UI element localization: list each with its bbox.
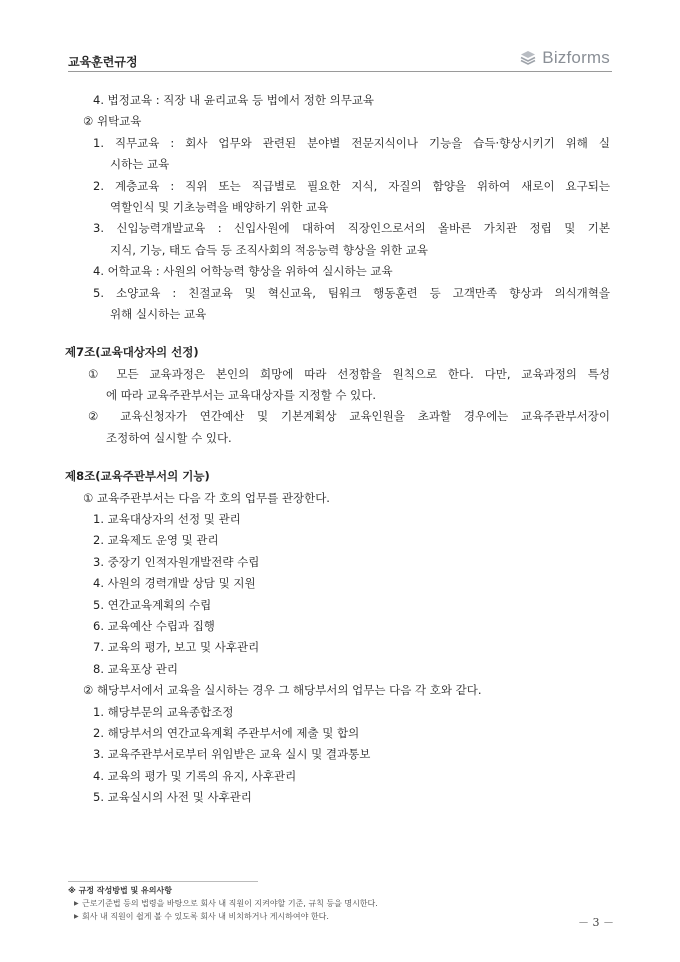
article-8-title: 제8조(교육주관부서의 기능) (65, 469, 210, 484)
brand-name: Bizforms (542, 48, 610, 67)
footer-divider (68, 881, 258, 882)
document-title: 교육훈련규정 (68, 55, 138, 69)
clause-paragraph: ② 해당부서에서 교육을 실시하는 경우 그 해당부서의 업무는 다음 각 호와 같다. (83, 683, 482, 698)
article-7-title: 제7조(교육대상자의 선정) (65, 345, 199, 360)
document-body (0, 90, 680, 809)
list-item: 2. 교육제도 운영 및 관리 (93, 533, 219, 548)
list-item: 1. 해당부문의 교육종합조정 (93, 704, 234, 719)
list-item: 5. 연간교육계획의 수립 (93, 597, 212, 612)
footer-note (68, 897, 612, 910)
list-item: 6. 교육예산 수립과 집행 (93, 618, 215, 633)
header-divider (68, 71, 612, 72)
list-item-continuation: 위해 실시하는 교육 (110, 306, 207, 321)
page-header (68, 44, 612, 72)
list-item-continuation: 지식, 기능, 태도 습득 등 조직사회의 적응능력 향상을 위한 교육 (110, 242, 428, 257)
triangle-bullet-icon: ▶ (74, 913, 79, 920)
list-item: 4. 어학교육 : 사원의 어학능력 향상을 위하여 실시하는 교육 (93, 264, 393, 279)
clause-heading: ② 위탁교육 (83, 114, 142, 129)
list-item: 7. 교육의 평가, 보고 및 사후관리 (93, 640, 260, 655)
list-item: 4. 사원의 경력개발 상담 및 지원 (93, 576, 256, 591)
page-number: － 3 － (578, 916, 614, 929)
list-item-continuation: 역할인식 및 기초능력을 배양하기 위한 교육 (110, 199, 329, 214)
clause-continuation: 조정하여 실시할 수 있다. (106, 430, 232, 445)
footer-notes (68, 885, 612, 923)
list-item: 2. 계층교육 : 직위 또는 직급별로 필요한 지식, 자질의 함양을 위하여 새로이 요구되는 (93, 178, 610, 193)
footer-note-text: 회사 내 직원이 쉽게 볼 수 있도록 회사 내 비치하거나 게시하여야 한다. (82, 912, 329, 921)
list-item: 1. 직무교육 : 회사 업무와 관련된 분야별 전문지식이나 기능을 습득·향상시키기 위해 실 (93, 135, 610, 150)
list-item: 5. 교육실시의 사전 및 사후관리 (93, 790, 252, 805)
footer-note (68, 910, 612, 923)
clause-paragraph: ① 교육주관부서는 다음 각 호의 업무를 관장한다. (83, 490, 330, 505)
list-item: 3. 중장기 인적자원개발전략 수립 (93, 554, 260, 569)
list-item: 5. 소양교육 : 친절교육 및 혁신교육, 팀워크 행동훈련 등 고객만족 향상과 의식개혁을 (93, 285, 610, 300)
triangle-bullet-icon: ▶ (74, 900, 79, 907)
footer-note-text: 근로기준법 등의 법령을 바탕으로 회사 내 직원이 지켜야할 기준, 규칙 등을 명시한다. (82, 899, 378, 908)
list-item: 8. 교육포상 관리 (93, 661, 178, 676)
list-item: 1. 교육대상자의 선정 및 관리 (93, 512, 241, 527)
list-item: 2. 해당부서의 연간교육계획 주관부서에 제출 및 합의 (93, 725, 360, 740)
list-item: 4. 법정교육 : 직장 내 윤리교육 등 법에서 정한 의무교육 (93, 93, 375, 107)
footer-title: ※ 규정 작성방법 및 유의사항 (68, 886, 172, 895)
list-item-continuation: 시하는 교육 (110, 157, 170, 172)
bizforms-logo-icon (519, 49, 537, 67)
clause-continuation: 에 따라 교육주관부서는 교육대상자를 지정할 수 있다. (106, 388, 376, 403)
list-item: 3. 교육주관부서로부터 위임받은 교육 실시 및 결과통보 (93, 747, 371, 762)
clause-paragraph: ① 모든 교육과정은 본인의 희망에 따라 선정함을 원칙으로 한다. 다만, 교육과정의 특성 (88, 366, 610, 381)
brand-logo (519, 48, 610, 68)
clause-paragraph: ② 교육신청자가 연간예산 및 기본계획상 교육인원을 초과할 경우에는 교육주관부서장이 (88, 409, 610, 424)
list-item: 4. 교육의 평가 및 기록의 유지, 사후관리 (93, 768, 297, 783)
list-item: 3. 신입능력개발교육 : 신입사원에 대하여 직장인으로서의 올바른 가치관 정립 및 기본 (93, 221, 610, 236)
